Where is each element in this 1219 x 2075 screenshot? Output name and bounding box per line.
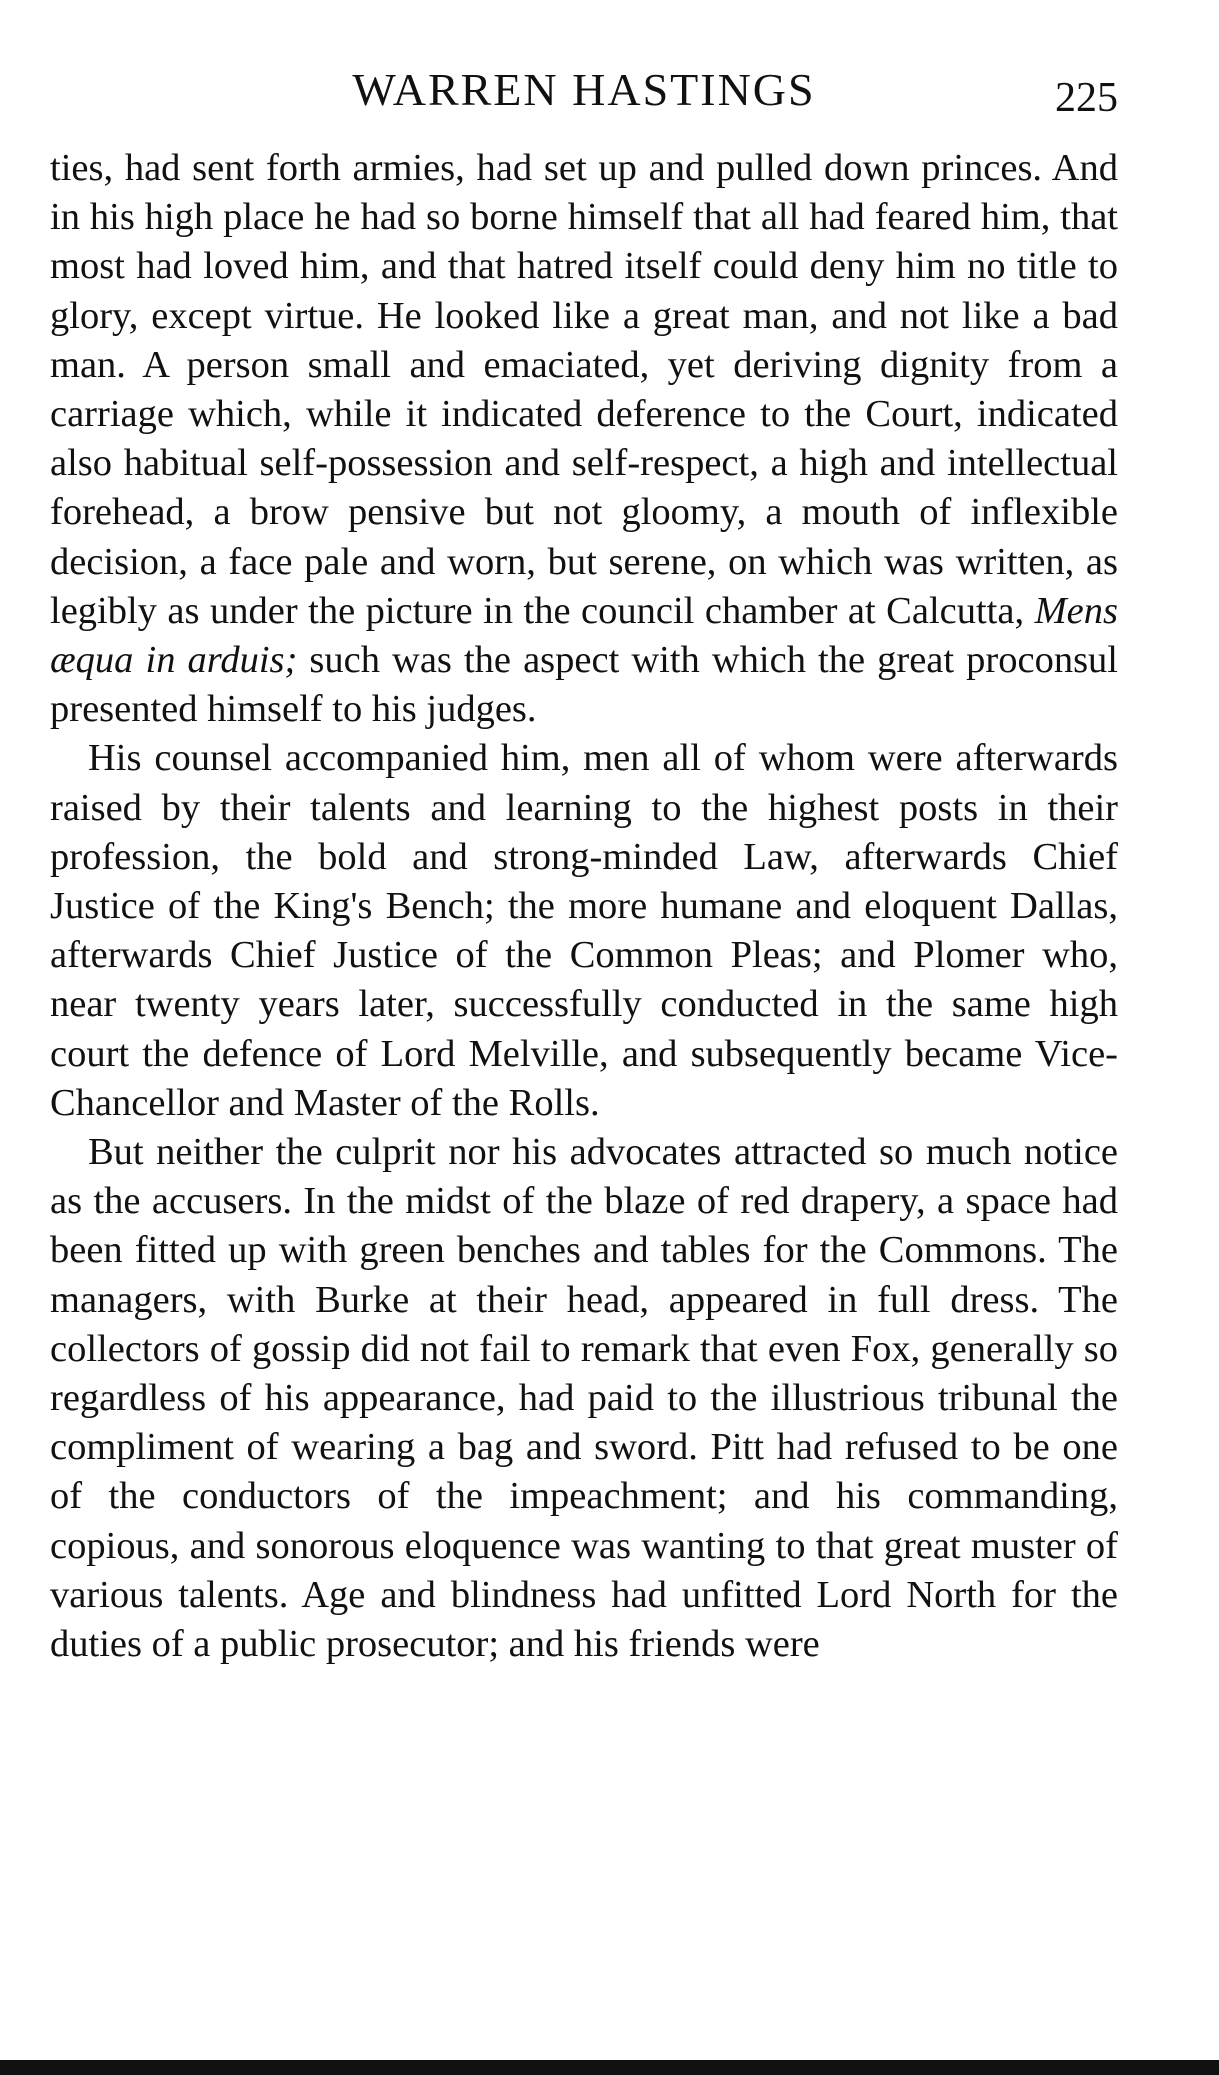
paragraph-1 [50,144,1118,734]
running-title: WARREN HASTINGS [352,64,816,115]
paragraph-3: But neither the culprit nor his advocates attracted so much notice as the accusers. In the midst of the blaze of red drapery, a space had been fitted up with green benches and tables for the Commons. The managers, with Burke at their head, appeared in full dress. The collectors of gossip did not fail to remark that even Fox, generally so regardless of his appearance, had paid to the illustrious tribunal the compliment of wearing a bag and sword. Pitt had refused to be one of the conductors of the impeachment; and his commanding, copious, and sonorous eloquence was wanting to that great muster of various talents. Age and blindness had unfitted Lord North for the duties of a public prosecutor; and his friends were [50,1131,1118,1666]
paragraph-1-text-a: ties, had sent forth armies, had set up and pulled down princes. And in his high place he had so borne himself that all had feared him, that most had loved him, and that hatred itself could deny him no title to glory, except virtue. He looked like a great man, and not like a bad man. A person small and emaciated, yet deriving dignity from a carriage which, while it indicated deference to the Court, indicated also habitual self-possession and self-respect, a high and intellectual forehead, a brow pensive but not gloomy, a mouth of inflexible decision, a face pale and worn, but serene, on which was written, as legibly as under the picture in the council chamber at Calcutta, [50,147,1118,632]
bottom-border [0,2060,1219,2075]
paragraph-2: His counsel accompanied him, men all of whom were afterwards raised by their talents and learning to the highest posts in their profession, the bold and strong-minded Law, afterwards Chief Justice of the King's Bench; the more humane and eloquent Dallas, afterwards Chief Justice of the Common Pleas; and Plomer who, near twenty years later, successfully conducted in the same high court the defence of Lord Melville, and subsequently became Vice-Chancellor and Master of the Rolls. [50,737,1118,1124]
latin-motto: Mens æqua in arduis; [50,589,1118,682]
page-header [50,62,1118,122]
paragraph-1-text-b: such was the aspect with which the great proconsul presented himself to his judges. [50,639,1118,731]
body-text [50,144,1118,1669]
page-number: 225 [1055,75,1118,121]
